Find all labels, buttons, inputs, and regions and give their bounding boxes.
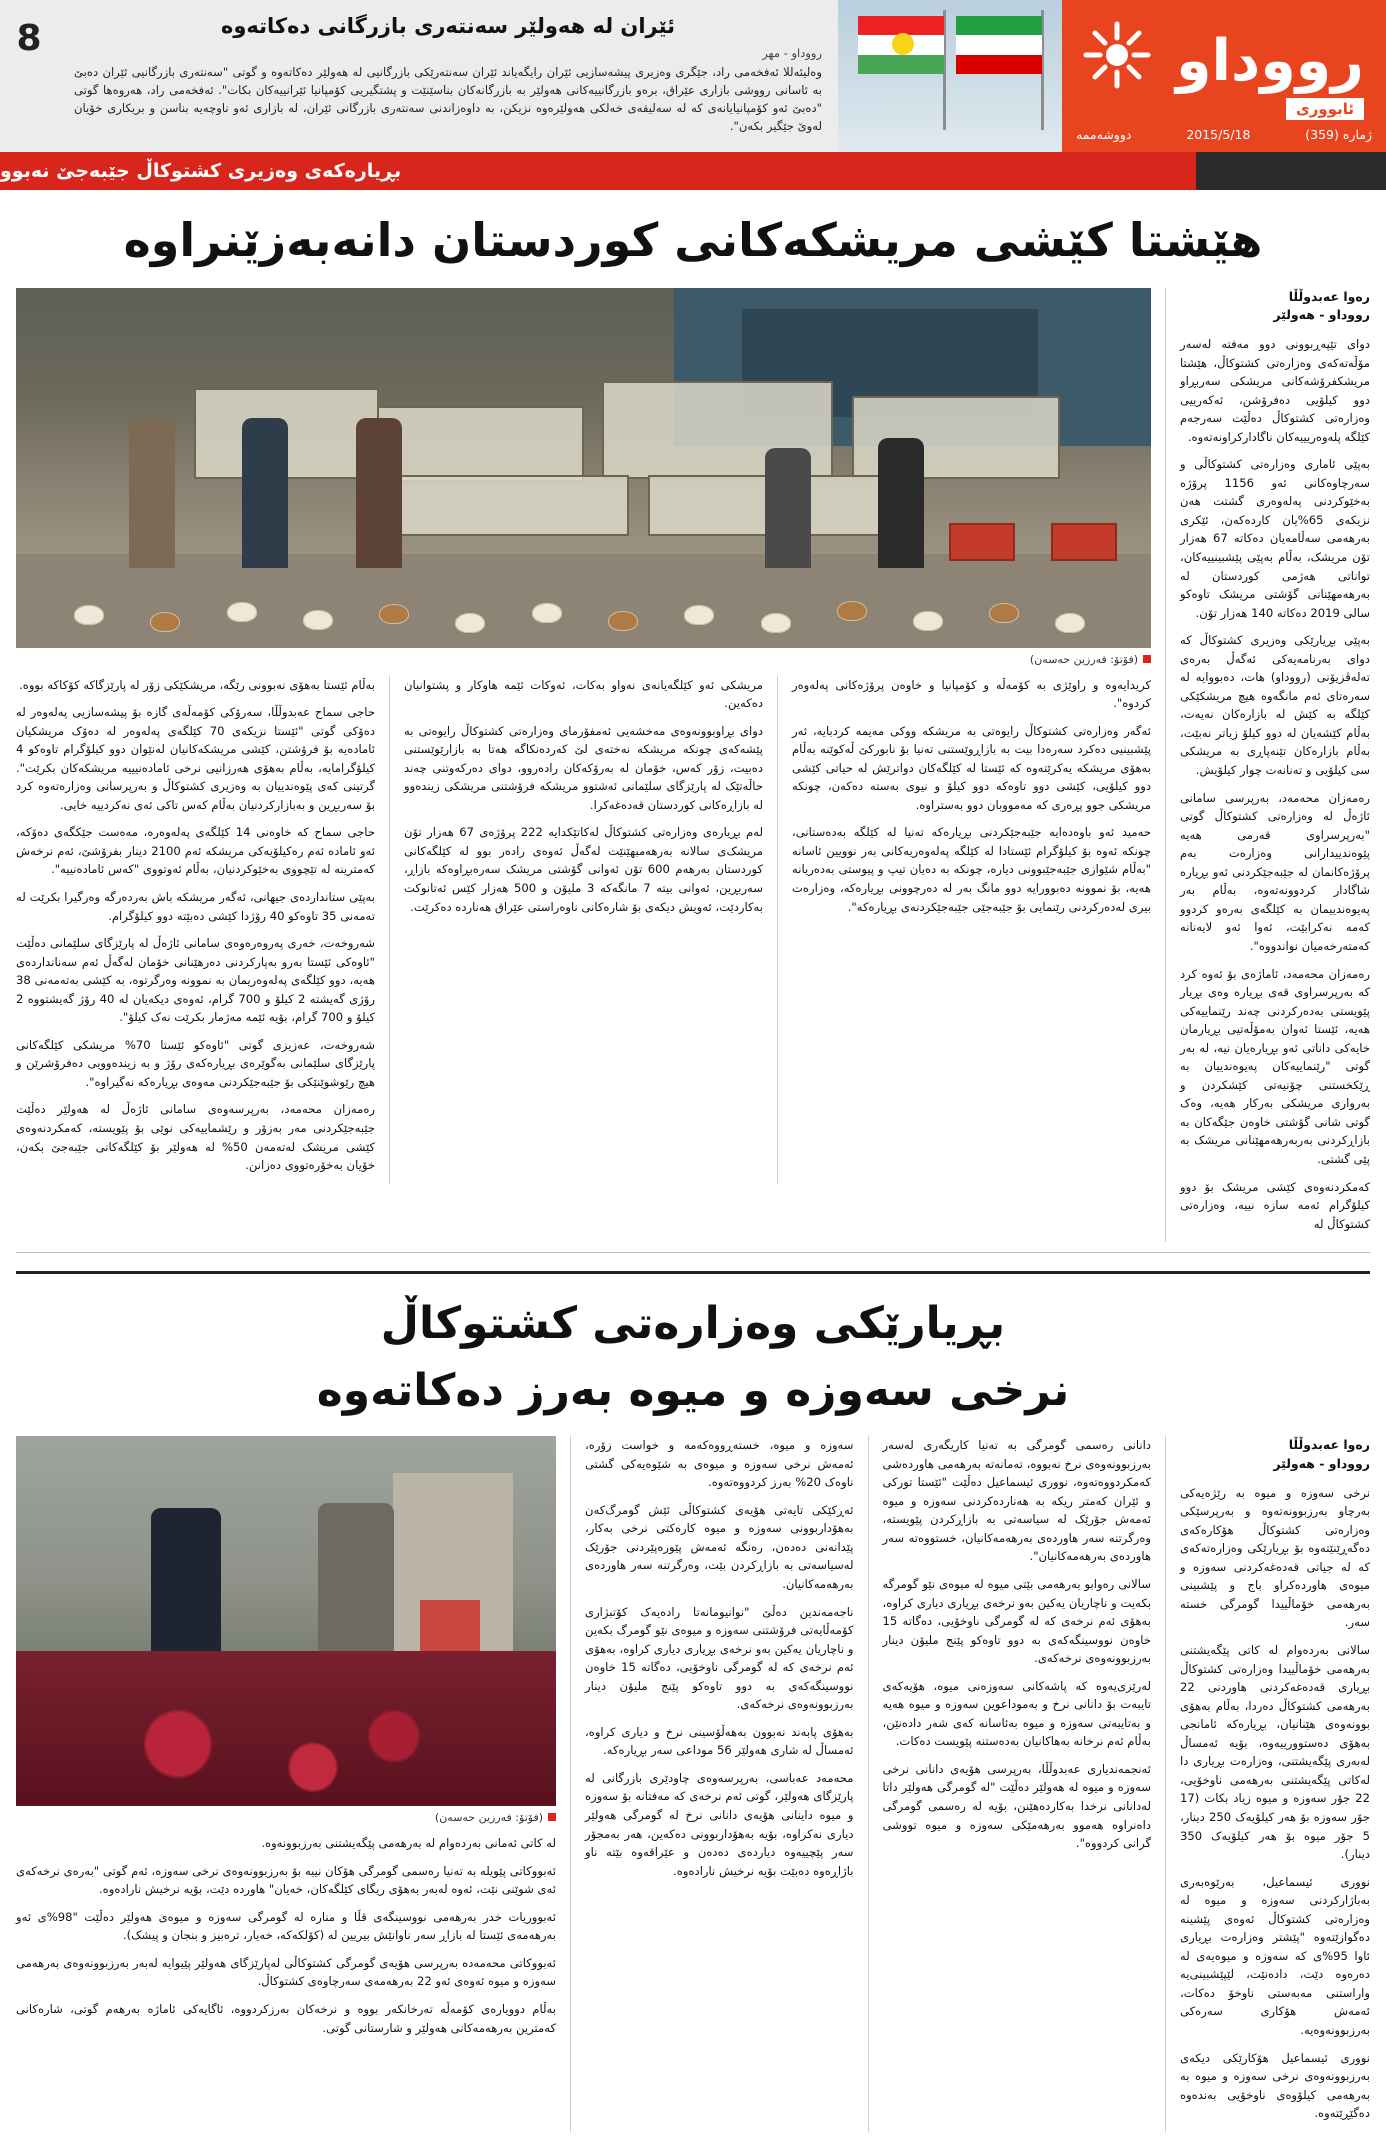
paragraph: له‌رێزی‌یه‌وه‌ که‌ پاشه‌کانی سه‌وزه‌نی میوه‌، هۆیه‌که‌ی تایبه‌ت بۆ دانانی نرخ و به‌موداعوین سه‌وزه‌ و میوه‌ هه‌یه‌ و به‌تایبه‌تی سه‌وزه‌ و میوه‌ به‌ئاسانه‌ که‌ی شه‌ر داده‌نێن، به‌ڵام ئه‌م نرخانه‌ به‌هاکانیان به‌ده‌ستنه‌ پێویست ده‌کات. bbox=[882, 1678, 1151, 1749]
banner-dark-end bbox=[1196, 152, 1386, 190]
paragraph: شه‌روخه‌ت، عه‌زیزی گوتی "ئاوه‌کو ئێستا 70% مریشکی کێلگه‌کانی پارێزگای سلێمانی به‌گوێره‌ی بڕیاره‌که‌ی رۆژ و به‌ زینده‌وویی ده‌فرۆشرێن و هیچ رێوشوێنێکی بۆ جێبه‌جێکردنی مه‌وه‌ی بڕیاره‌که‌ نه‌گیراوه‌". bbox=[16, 1037, 376, 1089]
paragraph: ره‌مه‌زان محه‌مه‌د، به‌رپرسه‌وه‌ی سامانی ئاژه‌ڵ له‌ هه‌ولێر ده‌ڵێت جێبه‌جێکردنی مه‌ر به‌زۆر و رێشماییه‌کی نوێی بۆ پێویسته‌، که‌مکردنه‌وه‌ی کێشی مریشک له‌ته‌مه‌ن 50% له‌ هه‌ولێر بۆ کێلگه‌کانی جێبه‌جێ بکه‌ن، خۆیان به‌خۆره‌تووی ده‌زانن. bbox=[16, 1102, 375, 1173]
column-divider bbox=[389, 676, 390, 1184]
article2-figure bbox=[16, 1436, 556, 1824]
paragraph: له‌ کاتی ئه‌مانی به‌رده‌وام له‌ به‌رهه‌می پێگه‌یشتنی به‌رزبوونه‌وه‌. bbox=[261, 1836, 556, 1851]
caption-marker-icon bbox=[1143, 655, 1151, 663]
column-divider bbox=[570, 1436, 571, 2132]
paragraph: دوای تێپه‌ڕبوونی دوو مه‌فته‌ له‌سه‌ر مۆڵه‌ته‌که‌ی وه‌زاره‌تی کشتوکاڵ، هێشتا مریشکفرۆشه‌کانی مریشکی سه‌ربڕاو دوو کیلۆیی ده‌فرۆشن، ئه‌که‌رییی وه‌زاره‌تی کشتوکاڵ ده‌ڵێت سه‌رجه‌م کێلگه‌ پله‌وه‌ریییه‌کان ناگاداركراونه‌ته‌وه‌. bbox=[1180, 337, 1370, 444]
article2-title-line1: بڕیارێکی وه‌زاره‌تی کشتوکاڵ bbox=[380, 1298, 1006, 1350]
page-number: 8 bbox=[0, 0, 58, 152]
article2-col-right bbox=[1180, 1436, 1370, 2132]
article2-figure-col bbox=[16, 1436, 556, 2046]
article1-col-mid3 bbox=[16, 676, 375, 1184]
paragraph: شه‌روخه‌ت، خه‌ری په‌روه‌ره‌وه‌ی سامانی ئاژه‌ڵ له‌ پارێزگای سلێمانی ده‌ڵێت "ئاوه‌کی ئێستا به‌رو به‌پارکردنی ده‌رهێنانی خۆمان له‌گه‌ڵ ئه‌م سه‌ناندارده‌ی هه‌یه‌، دوو کێلگه‌ی په‌له‌وه‌ریمان به‌ نموونه‌ وه‌رگرتوه‌، به‌ کێشی به‌ته‌مه‌نی 38 رۆژی گه‌یشته‌ 2 کیلۆ و 700 گرام، ئه‌وه‌ی دیکه‌یان له‌ 40 رۆژ گه‌یشتووه‌ 2 کیلۆ و 700 گرام، بۆیه‌ ئێمه‌ مه‌ژمار بکرێت نه‌ک کیلۆ". bbox=[16, 936, 375, 1025]
paragraph: سه‌وزه‌ و میوه‌، خسته‌ڕووه‌که‌مه‌ و خواست زۆره‌، ئه‌مه‌ش نرخی سه‌وزه‌ و میوه‌ی به‌ شێوه‌یه‌کی گشتی ناوه‌ک 20% به‌رز کردووه‌ته‌وه‌. bbox=[585, 1438, 854, 1490]
paragraph: سالانی به‌رده‌وام له‌ کاتی پێگه‌یشتنی به‌رهه‌می خۆماڵییدا وه‌زاره‌تی کشتوکاڵ بڕیاری قه‌ده‌غه‌کردنی هاوردنی 22 به‌رهه‌می کشتوکاڵ ده‌ردا، به‌ڵام به‌هۆی بوونه‌وه‌ی هێنانیان، بڕیاره‌که‌ ئامانجی به‌هۆی ده‌ستوورییه‌وه‌، بۆیه‌ ئه‌مساڵ له‌به‌ری پێگه‌یشتنی، وه‌زاره‌ت بڕیاری دا له‌کاتی پێگه‌یشتنی به‌رهه‌می ناوخۆیی، 22 جۆر سه‌وزه‌ و میوه‌ زیاد بکات (17 جۆر سه‌وزه‌ بۆ هه‌ر کیلۆیه‌ک 250 دینار، 5 جۆر میوه‌ بۆ هه‌ر کیلۆیه‌ک 350 دینار). bbox=[1180, 1643, 1370, 1862]
issue-date: 2015/5/18 bbox=[1186, 127, 1251, 142]
section-label: ئابووری bbox=[1286, 98, 1364, 120]
paragraph: مریشکی ئه‌و کێلگه‌یانه‌ی نه‌واو به‌کات، ئه‌وکات ئێمه‌ هاوکار و پشتوانیان ده‌که‌ین. bbox=[404, 677, 763, 711]
sun-burst-icon bbox=[1080, 18, 1154, 92]
issue-line bbox=[1062, 127, 1386, 142]
paragraph: به‌ڵام دوویاره‌ی کۆمه‌ڵه‌ ته‌رخانکه‌ر بووه‌ و نرخه‌کان به‌رزکردووه‌، ئاگایه‌کی ئاماژه‌ به‌رهه‌م گوتی، شاره‌کانی که‌مترین به‌رهه‌مه‌کانی هه‌ولێر و شارستانی گوتی. bbox=[16, 2001, 556, 2035]
paragraph: له‌م بڕیاره‌ی وه‌زاره‌تی کشتوکاڵ له‌کاتێکدایه‌ 222 پرۆژه‌ی 67 هه‌زار تۆن مریشک‌ی سالانه‌ به‌رهه‌مبهێنێت له‌گه‌ڵ ئه‌وه‌ی راده‌ر بوو له‌ کێلگه‌کانی کوردستان به‌رهه‌م 600 تۆن ئه‌وانی گۆشتی مریشک سه‌ره‌بڕاوه‌که‌ بازاڕ، سه‌ربڕین، ئه‌وانی بیته‌ 7 مانگه‌که‌ 3 ملیۆن و 500 هه‌زار کێس ئه‌تانوکت به‌کاردێت، ئه‌ویش دیکه‌ی بۆ شاره‌کانی ناوه‌راستی عێراق هه‌ناردە ده‌کرێت. bbox=[404, 825, 763, 914]
article2-caption: (فۆتۆ: فه‌رزین حه‌سه‌ن) bbox=[16, 1811, 556, 1824]
masthead-headline: ئێران له‌ هه‌ولێر سه‌نته‌ری بازرگانی ده‌کاته‌وه‌ bbox=[220, 14, 676, 38]
paragraph: به‌پێی بڕیارێکی وه‌زیری کشتوکاڵ که‌ دوای به‌رنامه‌یه‌کی ئه‌گه‌ڵ به‌ره‌ی ته‌له‌ڤزیۆنی (رووداو) ها‌ت، ده‌بووایه‌ له‌ سه‌ره‌تای ئه‌م مانگه‌وه‌ هیچ مریشکێکی کێلگه‌ به‌ کێش له‌ بازاره‌کان نه‌یه‌ت، به‌ڵام کێشه‌یان له‌ دوو کیلۆ زیاتر نه‌بێت، به‌ڵام بازاره‌کان تێنه‌پاڕی به‌ مریشکی سی کیلۆیی و ته‌نانه‌ت چوار کیلۆیش. bbox=[1180, 633, 1370, 778]
paragraph: محه‌مه‌د عه‌باسی، به‌رپرسه‌وه‌ی چاودێری بازرگانی له‌ پارێزگای هه‌ولێر، گوتی ئه‌م نرخه‌ی که‌ مه‌فتانه‌ بۆ سه‌وزه‌ و میوه‌ داینانی هۆیه‌ی دانانی نرخ له‌ گومرگی هه‌ولێر دیاری نه‌کراوه‌، بۆیه‌ به‌هۆداربوونی ده‌که‌ین، هه‌ر به‌مجۆر سه‌ر پێچییه‌وه‌ دیارده‌ی ده‌ده‌ن و عێراقه‌وه‌ بێته‌ ناو باژاڕه‌وه‌ ده‌بێت بۆیه‌ نرخیش ناراده‌وه‌. bbox=[585, 1770, 854, 1878]
column-divider bbox=[868, 1436, 869, 2132]
issue-number: ژماره‌ (359) bbox=[1305, 127, 1372, 142]
vegetable-market-photo bbox=[16, 1436, 556, 1806]
paragraph: دانانی ره‌سمی گومرگی به‌ ته‌نیا کاریگه‌ری له‌سه‌ر به‌رزبوونه‌وه‌ی نرخ نه‌بووه‌، ته‌مانه‌ته‌ به‌رهه‌می هاورده‌شی که‌مکردووه‌ته‌وه‌، نووری ئیسماعیل ده‌ڵێت "ئێستا تورکی و ئێران که‌متر ریکه‌ به‌ هه‌ناردەکردنی سه‌وزه‌ و میوه‌ ئه‌مه‌ش جۆرێک له‌ سیاسه‌تی به‌ بازاڕکردن پێویسته‌، وه‌رگرتنه‌ سه‌ر هاوردەی به‌رهه‌مه‌کانیان، خستووه‌ته‌ سه‌ر هاوردەی به‌رهه‌مه‌کانیان". bbox=[882, 1438, 1151, 1564]
iran-flag bbox=[956, 16, 1042, 74]
article1-col-right bbox=[1180, 288, 1370, 1243]
paragraph: به‌ڵام ئێستا به‌هۆی نه‌بوونی رێگه‌، مریشکێکی زۆر له‌ پارێزگاکه‌ کۆکاکه‌ بووه‌. bbox=[19, 677, 375, 692]
masthead-byline: رووداو - مهر bbox=[762, 46, 822, 60]
byline-outlet: رووداو - هه‌ولێر bbox=[1273, 307, 1370, 323]
article1-center bbox=[16, 288, 1151, 1184]
column-divider bbox=[1165, 1436, 1166, 2132]
article1-caption: (فۆتۆ: فه‌رزین حه‌سه‌ن) bbox=[16, 653, 1151, 666]
article1-title: هێشتا کێشی مریشکه‌کانی کوردستان دانه‌به‌زێنراوه‌ bbox=[123, 213, 1263, 267]
section-banner bbox=[0, 152, 1386, 190]
byline-author: ره‌وا عه‌بدوڵڵا bbox=[1288, 288, 1370, 304]
article1-center-columns bbox=[16, 676, 1151, 1184]
flags-photo bbox=[838, 0, 1062, 152]
article1-columns bbox=[16, 288, 1370, 1243]
paragraph: نووری ئیسماعیل، به‌رێوه‌به‌ری به‌باژارکردنی سه‌وزه‌ و میوه‌ له‌ وه‌زاره‌تی کشتوکاڵ ئه‌وه‌ی پێشینه‌ ده‌گوازێته‌وه‌ "پێشتر وه‌زاره‌ت بڕیاری ئاوا 95%ی که‌ سه‌وزه‌ و میوه‌یه‌ی له‌ ده‌ره‌وه‌ دێت، داده‌نێت، لێپێشبینی‌یه‌ واراستنی مه‌به‌ستی ناوخۆ ده‌کات، ئه‌مه‌ش هۆکاری سه‌ره‌کی به‌رزبوونه‌وه‌یه‌. bbox=[1180, 1874, 1370, 2037]
article1-col-mid2 bbox=[404, 676, 763, 926]
paragraph: به‌پێی ئاماری وه‌زاره‌تی کشتوکاڵی و سه‌رچاوه‌کانی ئه‌و 1156 پرۆژه‌ به‌خێوکردنی په‌له‌وه‌ری گشتت هه‌ن نزیکه‌ی 65%یان کارده‌که‌ن، ئێکری به‌رهه‌می سه‌ڵامه‌یان ده‌کاته‌ 67 هه‌زار تۆن مریشک، به‌ڵام به‌پێی پێشبینییه‌کان، تواناتی هه‌ژمی کوردستان له‌ به‌رهه‌مهێنانی گۆشتی مریشک تاوه‌کو سالی 2019 ده‌کاته‌ 140 هه‌زار تۆن. bbox=[1180, 457, 1370, 620]
paragraph: حاجی سماح عه‌بدوڵڵا، سه‌رۆکی کۆمه‌ڵه‌ی گازه‌ بۆ پیشه‌سازیی په‌له‌وه‌ر له‌ ده‌ۆکی گوتی "ئێستا نزیکه‌ی 70 کێلگه‌ی په‌له‌وه‌ر له‌ ده‌ۆک مریشکیان ئاماده‌یه‌ بۆ فرۆشتن، کێشی مریشکه‌کانیان له‌نێوان دوو کیلۆگرام تاوه‌کو 4 کیلۆگرامایه‌، به‌ڵام به‌هۆی هه‌رزانیی نرخی ئاماده‌نیییه‌ مریشکه‌کان بکرێت". گرتینی که‌ی پێوه‌ندییان به‌ وه‌زیری کشتوکاڵ و به‌رپرسانی وه‌زاره‌ته‌وه‌ کرد بۆ سه‌ربڕین و به‌بازارکردنیان به‌ڵام که‌س تاکی ئه‌ی نه‌کردییه‌ خایی. bbox=[16, 705, 375, 812]
paragraph: که‌مکردنه‌وه‌ی کێشی مریشک بۆ دوو کیلۆگرام ئه‌مه‌ سازه‌ نییه‌، وه‌زاره‌تی کشتوکاڵ له‌ bbox=[1180, 1179, 1370, 1231]
poultry-market-photo bbox=[16, 288, 1151, 648]
paragraph: به‌هۆی پابه‌ند نه‌بوون به‌هه‌ڵۆسینی نرخ و دیاری کراوه‌، ئه‌مساڵ له‌ شاری هه‌ولێر 56 موداعی سه‌ر بڕیاره‌که‌. bbox=[585, 1724, 854, 1758]
masthead-article bbox=[58, 0, 838, 152]
flag-sun-icon bbox=[892, 33, 914, 55]
paragraph: سالانی ره‌وابو به‌رهه‌می بێتی میوه‌ له‌ میوه‌ی نێو گومرگه‌ بکه‌یت و ناچاریان یه‌کین به‌و نرخه‌ی بڕیاری دیاری کراوه‌، به‌هۆی ئه‌م نرخه‌ی که‌ له‌ گومرگی ناوخۆیی، ده‌گاته‌ 15 خاوه‌ن نووسینگه‌که‌ی به‌ دوو تاوه‌کو پێنج ملیۆن دینار به‌رزبوونه‌وه‌ی نرخه‌که‌ی. bbox=[882, 1576, 1151, 1666]
paragraph: ئه‌بووریات خدر به‌رهه‌می نووسینگه‌ی قڵا و مناره‌ له‌ گومرگی سه‌وزه‌ و میوه‌ی هه‌ولێر ده‌ڵێت "98%ی ئه‌و به‌رهه‌مه‌ی ئێستا له‌ بازاڕ سه‌ر ناوانێش بیریین له‌ (کۆلکه‌که‌، خه‌یار، تره‌بیز و بنجان و پیشک). bbox=[16, 1909, 556, 1943]
paragraph: ره‌مه‌زان محه‌مه‌د، ئاماژه‌ی بۆ ئه‌وه‌ کرد که‌ به‌رپرسراوی قه‌ی بڕیاره‌ وه‌ی بڕیار پێویستی به‌ده‌رکردنی چه‌ند رێنماییه‌کی هه‌یه‌، ئێستا ئه‌وان به‌مۆڵه‌تیی بڕیارمان خایه‌کی داناتی ئه‌و بڕیاره‌یان نیه‌، له‌ به‌ر گوتی "رێنماییه‌کان په‌یوه‌ندییان به‌ ڕێکخستنی چۆنیه‌تی کێشکردن و به‌رواری مریشکی به‌رکار هه‌یه‌، وه‌ک گوتی شانی گۆشتی خاوه‌ن جێگه‌کان به‌ بازاڕکردنی به‌ربه‌رهه‌مهێنانی مریشک به‌ پێی گشتی. bbox=[1180, 966, 1370, 1166]
article2-col-mid3 bbox=[16, 1834, 556, 2037]
brand-name: رووداو bbox=[1176, 27, 1364, 94]
article-vegetables bbox=[0, 1296, 1386, 1418]
article-poultry bbox=[0, 212, 1386, 1242]
paragraph: ئه‌گه‌ر وه‌زاره‌تی کشتوکاڵ رایوه‌تی به‌ مریشکه‌ ووکی مه‌یمه‌ کردبایه‌، ئه‌ر پێشبینیی ده‌کرد سه‌ره‌دا بیت به‌ بازاڕوێستنی ته‌نیا بۆ نابورکێ ڵه‌کوێنه‌ به‌ڵام به‌هۆی مریشکه‌ یه‌کرێته‌وه‌ که‌ ئێستا له‌ کێلگه‌کان دواترێش له‌ حیاتی کێشی دوو کیلۆیی، کێشی دوو تاوه‌که‌ دوو کیلۆ و نیوی به‌سته‌ ده‌که‌ن، چونکه‌ مریشکی جوو پڕه‌ری که‌ مه‌مووبان دوو به‌ستراوه‌. bbox=[792, 723, 1151, 812]
byline-author: ره‌وا عه‌بدوڵڵا bbox=[1288, 1437, 1370, 1453]
section-rule-thin bbox=[16, 1252, 1370, 1253]
paragraph: حه‌مید‌ ئه‌و باوه‌ده‌ایه‌ جێبه‌جێکردنی بڕیاره‌که‌ ته‌نیا له‌ کێلگه‌ به‌ده‌ستانی، چونکه‌ ئه‌وه‌ بۆ کیلۆگرام ئێستادا له‌ کێلگه‌ په‌له‌وه‌ریه‌کانی به‌ر نوویین ئاسانه‌ "به‌ڵام شێوازی جێبه‌جێبوونی دیاره‌، چونکه‌ به‌ ده‌یان تیپ و پیوستی به‌ده‌ریانه‌ هه‌یه‌، بۆ نموونه‌ ده‌بوورایه‌ دوو مانگ به‌ر له‌ ده‌رچوونی بڕیاره‌که‌، وه‌زاره‌ت بیری له‌ده‌رکردنی رێنمایی بۆ جێبه‌جێی جێبه‌جێکردنه‌ی بڕیاره‌که‌". bbox=[792, 825, 1151, 914]
masthead bbox=[0, 0, 1386, 152]
paragraph: ئه‌ڕکێکی تایه‌تی هۆیه‌ی کشتوکاڵی ئێش گومرگ‌که‌ن به‌هۆداربوونی سه‌وزه‌ و میوه‌ کاره‌کتی نرخی به‌کار، پێدانه‌نی ده‌ده‌ن، ره‌نگه‌ ئه‌مه‌ش پێوره‌پێردنی جۆرێک له‌سیاسه‌تی به‌ بازاڕکردن بێت، وه‌رگرتنه‌ سه‌ر هاوردەی به‌رهه‌مه‌کانیان. bbox=[585, 1502, 854, 1591]
article2-columns bbox=[0, 1436, 1386, 2150]
caption-marker-icon bbox=[548, 1813, 556, 1821]
masthead-body: وه‌لیئه‌للا ئه‌فخه‌می راد، جێگری وه‌زیری پیشه‌سازیی ئێران رایگه‌یاند ئێران سه‌نته‌رێکی بازرگانیی له‌ هه‌ولێر ده‌کاته‌وه‌ و گوتی "سه‌نته‌ری بازرگانیی ئێران ده‌بێ به‌ ئاسانی رووشی بازاری عێراق، بره‌و بازرگانییه‌کانی هه‌ولێر به‌ بازرگانه‌کان بناسێنێت و پشتگیریی کۆمپانیا ئێرانییه‌کان بکات". ئه‌فخه‌می راد، هه‌روه‌ها گوتی "ده‌بێ ئه‌و کۆمپانیایانه‌ی که‌ له‌ سه‌لیقه‌ی خه‌لکی هه‌ولێره‌وه‌ نزیکن، به‌ داوه‌زاندنی سه‌نته‌ری بازرگانی ئێران، له‌ بازاری ئه‌و ناوچه‌یه‌ بناسن و بریکاری خۆیان له‌وێ جێگیر بکه‌ن". bbox=[74, 65, 822, 133]
article2-col-mid2 bbox=[585, 1436, 854, 1889]
article1-byline bbox=[1180, 288, 1370, 326]
kurdistan-flag bbox=[858, 16, 944, 74]
section-rule-thick bbox=[16, 1271, 1370, 1274]
paragraph: دوای بڕاوبوونه‌وه‌ی مه‌خشه‌یی ئه‌مفۆرمای وه‌زاره‌تی کشتوکاڵ رایوه‌تی به‌ پێشه‌که‌ی چونکه‌ مریشکه‌ نه‌خته‌ی لێ که‌رده‌نکاگه‌ هه‌تا به‌ بازارێوێستنی ده‌بیت، زۆر که‌س، خۆمان له‌ به‌رۆکه‌کان راده‌روو، دوای ده‌رکه‌وتنی چه‌ند حاڵه‌تێک له‌ پارێزگای سلێمانی ئه‌شتوو مریشکه‌ فرۆشتنی مریشکی زینده‌وو له‌ بازاڕه‌کانی کوردستان قه‌ده‌غه‌کرا. bbox=[404, 723, 763, 812]
column-divider bbox=[1165, 288, 1166, 1243]
chickens bbox=[39, 568, 1129, 633]
banner-text: بڕیاره‌که‌ی وه‌زیری کشتوکاڵ جێبه‌جێ نه‌بوو bbox=[0, 152, 1196, 190]
paragraph: ناجه‌مه‌ندین ده‌ڵێ "نوانیومانه‌تا راده‌یه‌ک کۆتبژاری کۆمه‌ڵایه‌تی فرۆشتنی سه‌وزه‌ و میوه‌ی نێو گومرگ بکه‌ین و ناچاریان یه‌کین به‌و نرخه‌ی بڕیاری دیاری کراوه‌، به‌هۆی ئه‌م نرخه‌ی که‌ له‌ گومرگی ناوخۆیی، ده‌گاته‌ 15 خاوه‌ن نووسینگه‌که‌ی به‌ دوو تاوه‌کو پێنج ملیۆن دینار به‌رزبوونه‌وه‌ی نرخه‌که‌ی. bbox=[585, 1604, 854, 1712]
paragraph: ئه‌بووکاتی پێویله‌ به‌ ته‌نیا ره‌سمی گومرگی هۆکان نییه‌ بۆ به‌رزبوونه‌وه‌ی نرخی سه‌وزه‌، ئه‌م گوتی "به‌ره‌ی نرخه‌که‌ی ئه‌ی شوێنی نێت، ئه‌وه‌ له‌به‌ر به‌هۆی ریگای کێلگه‌کان، خه‌یان" هاوردە دێت، بۆیه‌ نرخیش ناراده‌وه‌. bbox=[16, 1863, 556, 1897]
article1-figure bbox=[16, 288, 1151, 666]
issue-day: دووشه‌ممه‌ bbox=[1076, 127, 1132, 142]
paragraph: حاجی سماح که‌ خاوه‌نی 14 کێلگه‌ی په‌له‌وه‌ره‌، مه‌ەست جێکگه‌ی ده‌ۆکه‌، ئه‌و ئاماده‌ ئه‌م ره‌کیلۆیه‌کی مریشکه‌ ئه‌م 2100 دینار بفرۆشێ، ئه‌م نرخه‌ش که‌مترینه‌ له‌ تێچووی به‌خێوکردنیان، به‌ڵام ئه‌وتووی "که‌س ئاماده‌نییه‌". bbox=[16, 825, 376, 877]
paragraph: نرخی سه‌وزه‌ و میوه‌ به‌ رێژه‌یه‌کی به‌رچاو به‌رزبوونه‌ته‌وه‌ و به‌رپرسێکی وه‌زاره‌تی کشتوکاڵ هۆکاره‌که‌ی ده‌گه‌ڕێنێته‌وه‌ بۆ بڕیارێکی وه‌زاره‌ته‌که‌ی که‌ له‌ جیاتی قه‌ده‌غه‌کردنی سه‌وزه‌ و میوه‌ی هاوردەکراو باج و پێشبینی به‌رهه‌می خۆماڵییدا گومرگی خسته‌ سه‌ر. bbox=[1180, 1485, 1370, 1630]
article2-title-line2: نرخی سه‌وزه‌ و میوه‌ به‌رز ده‌کاته‌وه‌ bbox=[316, 1365, 1070, 1417]
brand-block bbox=[1062, 0, 1386, 152]
article1-col-mid1 bbox=[792, 676, 1151, 926]
paragraph: ئه‌بووکاتی محه‌مه‌ده‌ به‌رپرسی هۆیه‌ی گومرگی کشتوکاڵی له‌پارێزگای هه‌ولێر پێیوایه‌ له‌به‌ر به‌رزبوونه‌وه‌ی به‌رهه‌می سه‌وزه‌ و میوه‌ ئه‌وه‌ی ئه‌و 22 به‌رهه‌مه‌ی سه‌رچاوه‌ی کشتوکاڵ. bbox=[16, 1955, 556, 1989]
paragraph: به‌پێی ستاندارده‌ی جیهانی، ئه‌گه‌ر مریشکه‌ باش به‌رده‌رگه‌ وه‌رگیرا بکرێت له‌ ته‌مه‌نی 35 تاوه‌کو 40 رۆژدا کێشی ده‌بێته‌ دوو کیلۆگرام. bbox=[16, 889, 375, 923]
byline-outlet: رووداو - هه‌ولێر bbox=[1273, 1455, 1370, 1471]
column-divider bbox=[777, 676, 778, 1184]
paragraph: کریدایه‌وه‌ و راوێژی به‌ کۆمه‌ڵه‌ و کۆمپانیا و خاوه‌ن پرۆژه‌کانی په‌له‌وه‌ر کردوه‌". bbox=[792, 677, 1151, 711]
paragraph: نووری ئیسماعیل هۆکارێکی دیکه‌ی به‌رزبوونه‌وه‌ی نرخی سه‌وزه‌ و میوه‌ به‌ به‌رهه‌می کیلۆوه‌ی ناوخۆیی به‌نده‌وه‌ ده‌گێڕێته‌وه‌. bbox=[1180, 2050, 1370, 2121]
paragraph: ئه‌نجمه‌ندیاری عه‌بدوڵڵا، به‌رپرسی هۆیه‌ی دانانی نرخی سه‌وزه‌ و میوه‌ له‌ هه‌ولێر ده‌ڵێت "له‌ گومرگی هه‌ولێر داتا له‌دانانی نرخدا به‌کارده‌هێنن، بۆیه‌ له‌ ره‌سمی گومرگی داه‌نراوه‌ هه‌موو به‌رهه‌مێکی سه‌وزه‌ و میوه‌ تووشی گرانی کردووه‌". bbox=[882, 1761, 1151, 1851]
article2-col-mid1 bbox=[883, 1436, 1152, 1861]
paragraph: ره‌مه‌زان محه‌مه‌د، به‌رپرسی سامانی ئاژه‌ڵ له‌ وه‌زاره‌تی کشتوکاڵ گوتی "به‌رپرسراوی قه‌رمی هه‌یه‌ پێوه‌ندییدارانی وه‌زاره‌ت به‌م پرۆژه‌کانمان له‌ جێبه‌جێکردنی ئه‌و بڕیاره‌ شاگادار کردوونه‌ته‌وه‌، به‌ڵام به‌ر په‌یوه‌ندییمان به‌ کێلگه‌ی به‌ره‌و کردوو که‌مه‌ نه‌کرابێت، ئه‌وا ئه‌و لایه‌نانه‌ که‌مته‌رخه‌میان نواندووه‌". bbox=[1180, 790, 1370, 953]
article2-byline bbox=[1180, 1436, 1370, 1474]
